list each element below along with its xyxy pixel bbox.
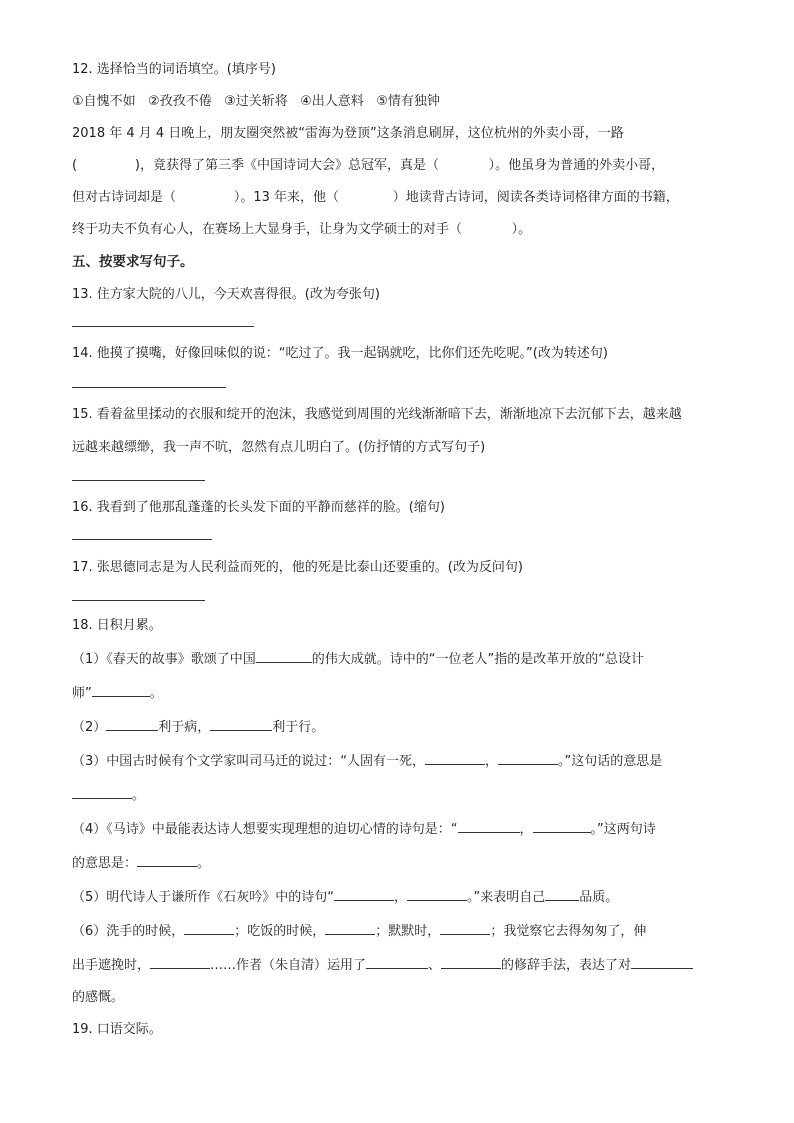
q18-item-4-text-e: 。 bbox=[197, 856, 211, 871]
question-12-title: 12. 选择恰当的词语填空。(填序号) bbox=[72, 62, 276, 77]
blank[interactable] bbox=[407, 888, 467, 901]
answer-line[interactable] bbox=[72, 387, 226, 388]
q18-item-4-text-c: 。”这两句诗 bbox=[590, 822, 656, 837]
q18-item-6-text-c: ；默默时， bbox=[375, 924, 441, 939]
blank[interactable] bbox=[137, 854, 197, 867]
blank[interactable] bbox=[425, 752, 485, 765]
q18-item-6-text-e: 出手遮挽时， bbox=[72, 958, 151, 973]
q18-item-3-text-c: 。”这句话的意思是 bbox=[558, 754, 663, 769]
q18-item-4-text-d: 的意思是： bbox=[72, 856, 138, 871]
q18-item-2-text-a: （2） bbox=[72, 720, 107, 735]
blank[interactable] bbox=[150, 956, 210, 969]
q18-item-1-cont bbox=[72, 684, 732, 702]
q18-item-4-text-b: ， bbox=[519, 822, 533, 837]
blank[interactable] bbox=[106, 718, 158, 731]
question-14 bbox=[72, 346, 732, 388]
q18-item-1-text-d: 。 bbox=[149, 686, 163, 701]
q18-item-6-text-b: ；吃饭的时候， bbox=[234, 924, 326, 939]
question-12-options: ①自愧不如 ②孜孜不倦 ③过关斩将 ④出人意料 ⑤情有独钟 bbox=[72, 94, 440, 109]
question-17 bbox=[72, 560, 732, 601]
section-5-title: 五、按要求写句子。 bbox=[72, 254, 194, 270]
q18-item-6-cont-2 bbox=[72, 990, 732, 1006]
blank[interactable] bbox=[256, 650, 312, 663]
q18-item-6-text-f: ……作者（朱自清）运用了 bbox=[210, 958, 367, 973]
q18-item-4-text-a: （4）《马诗》中最能表达诗人想要实现理想的迫切心情的诗句是：“ bbox=[72, 822, 458, 837]
q18-item-6-text-i: 的感慨。 bbox=[72, 990, 125, 1005]
blank[interactable] bbox=[366, 956, 428, 969]
q18-item-5-text-a: （5）明代诗人于谦所作《石灰吟》中的诗句“ bbox=[72, 890, 335, 905]
blank[interactable] bbox=[92, 684, 150, 697]
q18-item-5-text-d: 品质。 bbox=[579, 890, 619, 905]
q18-item-3-text-a: （3）中国古时候有个文学家叫司马迁的说过：“人固有一死， bbox=[72, 754, 426, 769]
answer-line[interactable] bbox=[72, 326, 254, 327]
blank[interactable] bbox=[440, 922, 490, 935]
blank[interactable] bbox=[334, 888, 394, 901]
blank[interactable] bbox=[210, 718, 272, 731]
q18-item-2-text-c: 利于行。 bbox=[272, 720, 325, 735]
q18-item-6-text-d: ；我觉察它去得匆匆了，伸 bbox=[490, 924, 647, 939]
q18-item-4 bbox=[72, 820, 732, 838]
question-12-paragraph-line-1: 2018 年 4 月 4 日晚上，朋友圈突然被“雷海为登顶”这条消息刷屏，这位杭州的外卖小哥，一路 bbox=[72, 126, 624, 141]
question-15 bbox=[72, 407, 732, 481]
q18-item-3-text-b: ， bbox=[485, 754, 499, 769]
blank[interactable] bbox=[545, 888, 579, 901]
q18-item-3-text-d: 。 bbox=[132, 788, 146, 803]
q18-item-6 bbox=[72, 922, 732, 940]
blank[interactable] bbox=[72, 786, 132, 799]
q18-item-2-text-b: 利于病， bbox=[158, 720, 211, 735]
worksheet-page bbox=[72, 62, 732, 1038]
answer-line[interactable] bbox=[72, 480, 205, 481]
q18-item-5-text-c: 。”来表明自己 bbox=[467, 890, 546, 905]
question-13-text: 13. 住方家大院的八儿，今天欢喜得很。(改为夸张句) bbox=[72, 287, 380, 302]
blank[interactable] bbox=[498, 752, 558, 765]
q18-item-1-text-c: 师” bbox=[72, 686, 92, 701]
question-18 bbox=[72, 618, 732, 1006]
q18-item-3-cont bbox=[72, 786, 732, 804]
blank[interactable] bbox=[325, 922, 375, 935]
question-16 bbox=[72, 500, 732, 540]
question-12-paragraph-line-4: 终于功夫不负有心人，在赛场上大显身手，让身为文学硕士的对手（ ）。 bbox=[72, 222, 532, 237]
question-16-text: 16. 我看到了他那乱蓬蓬的长头发下面的平静而慈祥的脸。(缩句) bbox=[72, 500, 445, 515]
q18-item-6-text-a: （6）洗手的时候， bbox=[72, 924, 185, 939]
question-12 bbox=[72, 62, 732, 238]
question-13 bbox=[72, 287, 732, 327]
q18-item-6-text-g: 、 bbox=[428, 958, 442, 973]
question-17-text: 17. 张思德同志是为人民利益而死的，他的死是比泰山还要重的。(改为反问句) bbox=[72, 560, 523, 575]
question-14-text: 14. 他摸了摸嘴，好像回味似的说：“吃过了。我一起锅就吃，比你们还先吃呢。”(改为转述句) bbox=[72, 346, 608, 361]
q18-item-3 bbox=[72, 752, 732, 770]
q18-item-5-text-b: ， bbox=[394, 890, 408, 905]
q18-item-1-text-a: （1）《春天的故事》歌颂了中国 bbox=[72, 652, 256, 667]
blank[interactable] bbox=[184, 922, 234, 935]
q18-item-6-cont bbox=[72, 956, 732, 974]
question-15-text-line-1: 15. 看着盆里揉动的衣服和绽开的泡沫，我感觉到周围的光线渐渐暗下去，渐渐地凉下去沉郁下去，越来越 bbox=[72, 407, 682, 422]
q18-item-2 bbox=[72, 718, 732, 736]
blank[interactable] bbox=[458, 820, 520, 833]
blank[interactable] bbox=[631, 956, 693, 969]
question-12-paragraph-line-3: 但对古诗词却是（ ）。13 年来，他（ ）地读背古诗词，阅读各类诗词格律方面的书籍， bbox=[72, 190, 679, 205]
question-19-title: 19. 口语交际。 bbox=[72, 1022, 162, 1037]
answer-line[interactable] bbox=[72, 539, 212, 540]
answer-line[interactable] bbox=[72, 600, 205, 601]
question-18-title: 18. 日积月累。 bbox=[72, 618, 162, 633]
q18-item-1 bbox=[72, 650, 732, 668]
blank[interactable] bbox=[533, 820, 591, 833]
q18-item-6-text-h: 的修辞手法，表达了对 bbox=[501, 958, 632, 973]
question-15-text-line-2: 远越来越缥缈，我一声不吭，忽然有点儿明白了。(仿抒情的方式写句子) bbox=[72, 440, 486, 455]
q18-item-5 bbox=[72, 888, 732, 906]
question-12-paragraph-line-2: ( )，竟获得了第三季《中国诗词大会》总冠军，真是（ ）。他虽身为普通的外卖小哥， bbox=[72, 158, 665, 173]
blank[interactable] bbox=[441, 956, 501, 969]
q18-item-1-text-b: 的伟大成就。诗中的“一位老人”指的是改革开放的“总设计 bbox=[311, 652, 644, 667]
q18-item-4-cont bbox=[72, 854, 732, 872]
